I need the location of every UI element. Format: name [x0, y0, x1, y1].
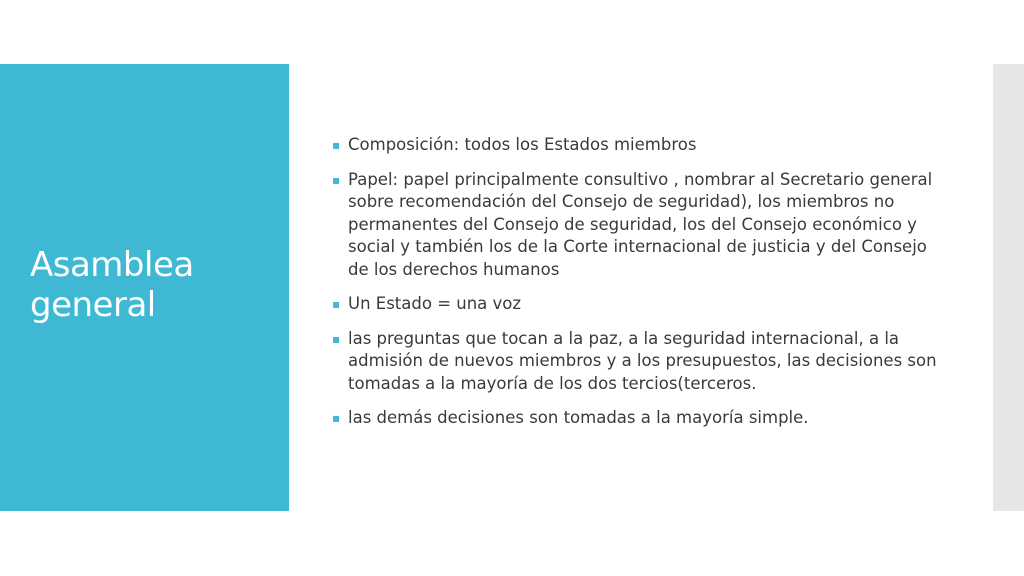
- list-item: [330, 293, 940, 316]
- bullet-icon: ▪: [332, 411, 341, 425]
- bullet-text: las preguntas que tocan a la paz, a la seguridad internacional, a la admisión de nuevos miembros y a los presupuestos, las decisiones son tomadas a la mayoría de los dos tercios(terceros.: [348, 328, 937, 393]
- bullet-text: Composición: todos los Estados miembros: [348, 135, 697, 154]
- list-item: [330, 169, 940, 282]
- bullet-icon: ▪: [332, 138, 341, 152]
- bullet-text: Papel: papel principalmente consultivo , nombrar al Secretario general sobre recomendación del Consejo de seguridad), los miembros no permanentes del Consejo de seguridad, los del Consejo económico y social y también los de la Corte internacional de justicia y del Consejo de los derechos humanos: [348, 169, 933, 279]
- list-item: [330, 407, 940, 430]
- slide-title: Asamblea general: [30, 245, 194, 325]
- bullet-text: Un Estado = una voz: [348, 294, 522, 313]
- side-strip: [993, 64, 1024, 511]
- bullet-icon: ▪: [332, 331, 341, 346]
- list-item: [330, 328, 940, 396]
- bullet-list: [330, 134, 940, 442]
- bullet-icon: ▪: [332, 297, 341, 311]
- bullet-icon: ▪: [332, 172, 341, 187]
- list-item: [330, 134, 940, 157]
- bullet-text: las demás decisiones son tomadas a la mayoría simple.: [348, 408, 809, 427]
